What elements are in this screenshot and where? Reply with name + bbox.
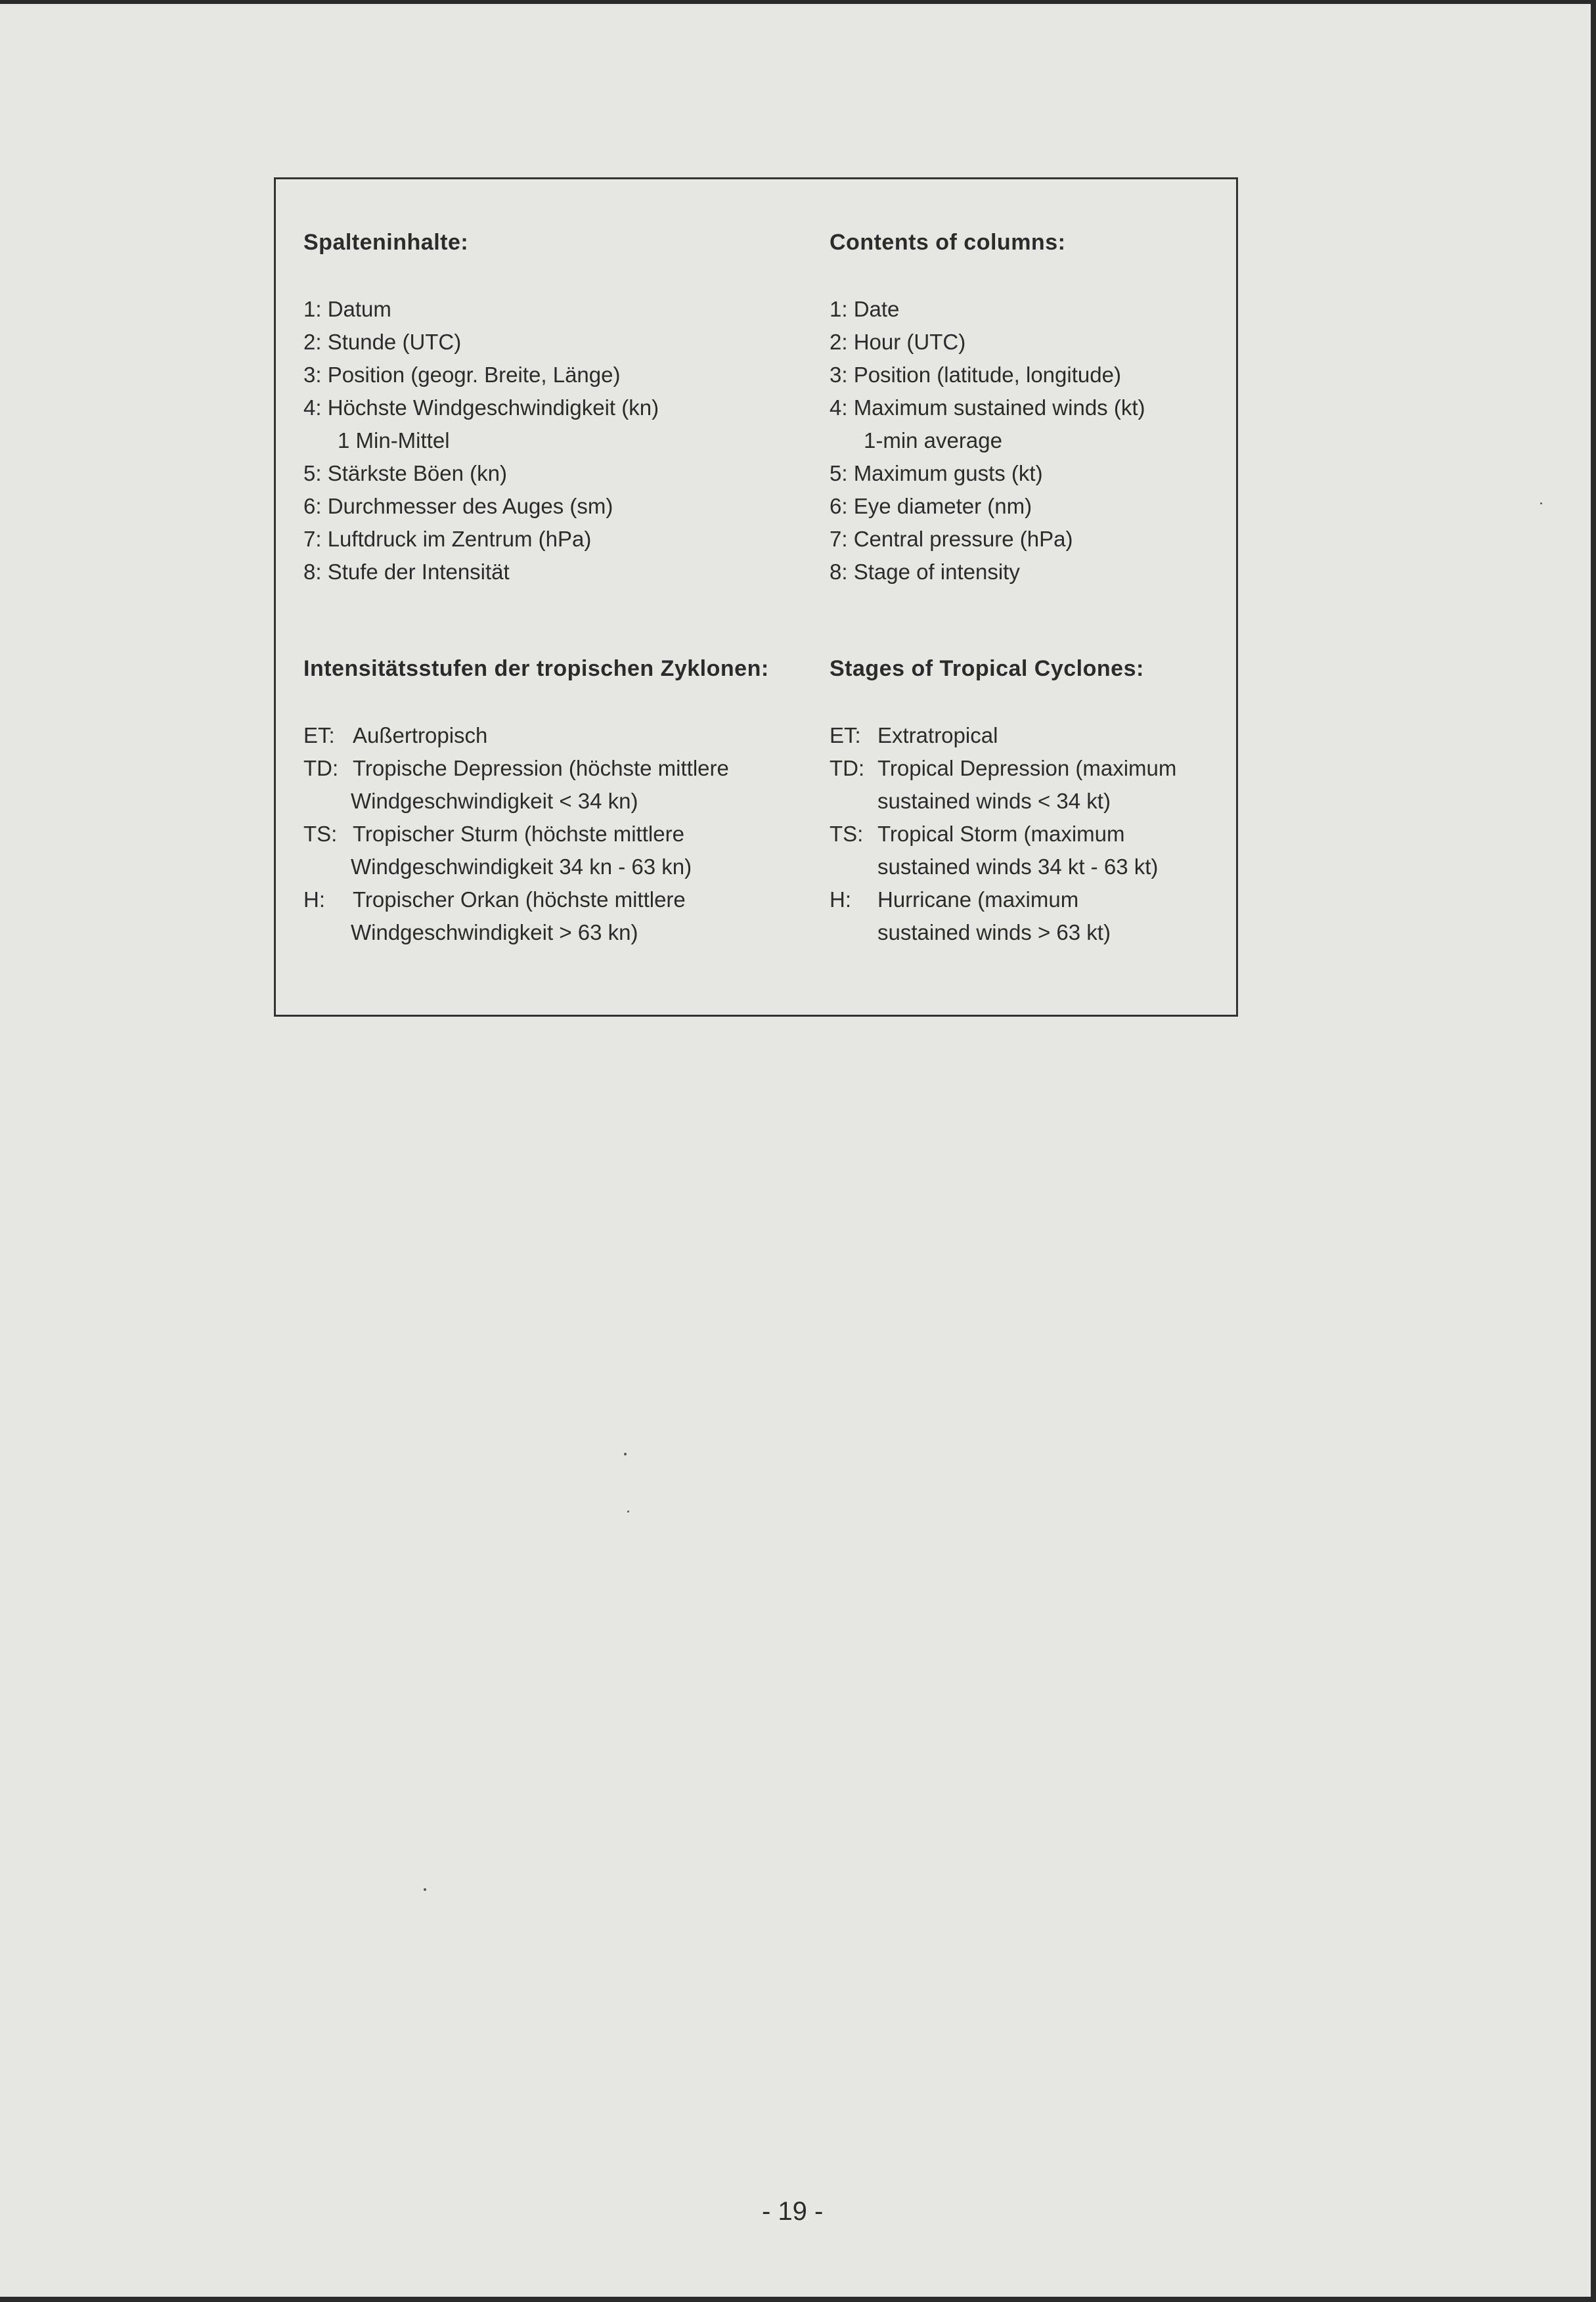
german-column-item: 4: Höchste Windgeschwindigkeit (kn): [303, 395, 659, 420]
scan-edge-bottom: [0, 2297, 1596, 2302]
english-stage-text: sustained winds 34 kt - 63 kt): [877, 854, 1159, 879]
english-stage-text: Hurricane (maximum: [877, 887, 1079, 912]
german-stage-code: H:: [303, 887, 325, 912]
legend-box: [274, 177, 1238, 1017]
english-stage-code: ET:: [830, 723, 861, 747]
german-columns-heading: Spalteninhalte:: [303, 230, 469, 255]
german-column-item: 2: Stunde (UTC): [303, 330, 462, 354]
english-column-item-continuation: 1-min average: [864, 428, 1002, 453]
english-column-item: 5: Maximum gusts (kt): [830, 461, 1043, 485]
english-column-item: 4: Maximum sustained winds (kt): [830, 395, 1145, 420]
english-stage-text: Tropical Storm (maximum: [877, 822, 1125, 846]
german-stage-code: ET:: [303, 723, 335, 747]
german-stage-code: TS:: [303, 822, 338, 846]
german-column-item-continuation: 1 Min-Mittel: [338, 428, 450, 453]
german-column-item: 3: Position (geogr. Breite, Länge): [303, 363, 621, 387]
english-stage-code: TS:: [830, 822, 864, 846]
german-stage-text: Tropischer Orkan (höchste mittlere: [353, 887, 686, 912]
german-stages-heading: Intensitätsstufen der tropischen Zyklonen:: [303, 656, 769, 681]
german-column-item: 8: Stufe der Intensität: [303, 560, 510, 584]
german-column-item: 7: Luftdruck im Zentrum (hPa): [303, 527, 592, 551]
english-stage-text: Extratropical: [877, 723, 998, 747]
german-stage-text: Windgeschwindigkeit > 63 kn): [351, 920, 638, 944]
english-column-item: 1: Date: [830, 297, 900, 321]
german-stage-text: Tropischer Sturm (höchste mittlere: [353, 822, 684, 846]
scan-speck: [1540, 502, 1542, 504]
scan-speck: [424, 1888, 426, 1891]
german-column-item: 5: Stärkste Böen (kn): [303, 461, 507, 485]
english-column-item: 7: Central pressure (hPa): [830, 527, 1073, 551]
german-column-item: 6: Durchmesser des Auges (sm): [303, 494, 613, 518]
german-stage-text: Außertropisch: [353, 723, 488, 747]
english-column-item: 2: Hour (UTC): [830, 330, 966, 354]
english-columns-heading: Contents of columns:: [830, 230, 1066, 255]
english-column-item: 6: Eye diameter (nm): [830, 494, 1032, 518]
page-number: - 19 -: [762, 2197, 824, 2226]
english-stage-text: sustained winds < 34 kt): [877, 789, 1111, 813]
scan-edge-right: [1591, 0, 1596, 2302]
german-stage-text: Windgeschwindigkeit < 34 kn): [351, 789, 638, 813]
english-stages-heading: Stages of Tropical Cyclones:: [830, 656, 1144, 681]
english-stage-code: H:: [830, 887, 851, 912]
german-stage-text: Windgeschwindigkeit 34 kn - 63 kn): [351, 854, 692, 879]
english-column-item: 3: Position (latitude, longitude): [830, 363, 1121, 387]
english-stage-text: sustained winds > 63 kt): [877, 920, 1111, 944]
scan-edge-top: [0, 0, 1596, 4]
english-column-item: 8: Stage of intensity: [830, 560, 1020, 584]
german-stage-code: TD:: [303, 756, 339, 780]
english-stage-text: Tropical Depression (maximum: [877, 756, 1177, 780]
german-stage-text: Tropische Depression (höchste mittlere: [353, 756, 729, 780]
scan-speck: [627, 1511, 629, 1513]
german-column-item: 1: Datum: [303, 297, 391, 321]
scan-speck: [624, 1453, 627, 1455]
english-stage-code: TD:: [830, 756, 865, 780]
